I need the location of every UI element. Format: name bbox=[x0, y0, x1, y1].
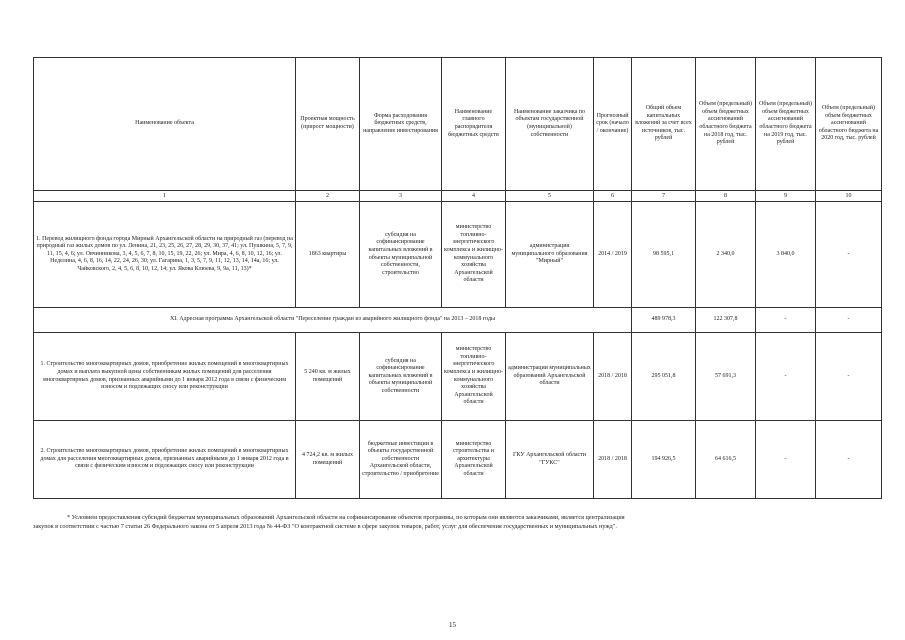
customer: ГКУ Архангельской области "ГУКС" bbox=[506, 421, 594, 499]
program-row bbox=[34, 308, 882, 333]
amount-2018: 2 340,0 bbox=[696, 202, 756, 308]
period: 2018 / 2018 bbox=[594, 421, 632, 499]
amount-2020: - bbox=[816, 333, 882, 421]
footnote bbox=[33, 513, 885, 531]
capacity: 4 724,2 кв. м жилых помещений bbox=[296, 421, 360, 499]
table-row bbox=[34, 333, 882, 421]
amount-2019: 3 840,0 bbox=[756, 202, 816, 308]
page-number: 15 bbox=[449, 621, 456, 629]
column-number: 3 bbox=[360, 191, 442, 202]
header-form: Форма расходования бюджетных средств, направление инвестирования bbox=[360, 58, 442, 191]
amount-2020: - bbox=[816, 202, 882, 308]
amount-2019: - bbox=[756, 421, 816, 499]
customer: администрации муниципальных образований Архангельской области bbox=[506, 333, 594, 421]
amount-2018: 122 307,8 bbox=[696, 308, 756, 333]
object-name: 1. Перевод жилищного фонда города Мирный Архангельской области на природный газ (перевод на природный газ жилых домов по ул. Ленина, 21, 23, 25, 26, 27, 28, 29, 30, 37, 41; ул. Пушкина, 5, 7, 9, 11, 15, 4, 6; ул. Овчинникова, 3, 4, 5, 6, 7, 8, 10, 15, 19, 22, 26; ул. Мира, 4, 6, 8, 10, 12, 16; ул. Неделина, 4, 6, 8, 16, 14, 22, 24, 26, 30; ул. Гагарина, 1, 3, 5, 7, 9, 11, 12, 13, 14, 14а, 16; ул. Чайковского, 2, 4, 5, 6, 8, 10, 12, 14; ул. Якова Клюева, 9, 9а, 11, 13)* bbox=[34, 202, 296, 308]
total-amount: 295 051,8 bbox=[632, 333, 696, 421]
customer: администрация муниципального образования "Мирный" bbox=[506, 202, 594, 308]
amount-2020: - bbox=[816, 421, 882, 499]
amount-2019: - bbox=[756, 308, 816, 333]
program-title: XI. Адресная программа Архангельской области "Переселение граждан из аварийного жилищного фонда" на 2013 – 2018 годы bbox=[34, 308, 632, 333]
table-row bbox=[34, 202, 882, 308]
period: 2018 / 2018 bbox=[594, 333, 632, 421]
header-2018: Объем (предельный) объем бюджетных ассигнований областного бюджета на 2018 год, тыс. рублей bbox=[696, 58, 756, 191]
header-2020: Объем (предельный) объем бюджетных ассигнований областного бюджета на 2020 год, тыс. рублей bbox=[816, 58, 882, 191]
column-number-row bbox=[34, 191, 882, 202]
budget-manager: министерство топливно-энергетического комплекса и жилищно-коммунального хозяйства Архангельской области bbox=[442, 202, 506, 308]
object-name: 1. Строительство многоквартирных домов, приобретение жилых помещений в многоквартирных домах и выплата выкупной цены собственникам жилых помещений для расселения многоквартирных домов, признанных аварийными до 1 января 2012 года в связи с физическим износом и подлежащих сносу или реконструкции bbox=[34, 333, 296, 421]
header-object-name: Наименование объекта bbox=[34, 58, 296, 191]
column-number: 8 bbox=[696, 191, 756, 202]
object-name: 2. Строительство многоквартирных домов, приобретение жилых помещений в многоквартирных домах для расселения многоквартирных домов, признанных аварийными до 1 января 2012 года в связи с физическим износом и подлежащих сносу или реконструкции bbox=[34, 421, 296, 499]
investment-table bbox=[33, 57, 882, 499]
amount-2018: 57 691,3 bbox=[696, 333, 756, 421]
capacity: 1863 квартиры bbox=[296, 202, 360, 308]
column-number: 9 bbox=[756, 191, 816, 202]
amount-2019: - bbox=[756, 333, 816, 421]
financing-form: субсидия на софинансирование капитальных вложений в объекты муниципальной собственности, строительство bbox=[360, 202, 442, 308]
column-number: 1 bbox=[34, 191, 296, 202]
footnote-line: закупок в соответствии с частью 7 статьи 26 Федерального закона от 5 апреля 2013 года № 44-ФЗ "О контрактной системе в сфере закупок товаров, работ, услуг для обеспечения государственных и муниципальных нужд". bbox=[33, 523, 617, 530]
total-amount: 194 926,5 bbox=[632, 421, 696, 499]
header-period: Прогнозный срок (начало / окончание) bbox=[594, 58, 632, 191]
header-capacity: Проектная мощность (прирост мощности) bbox=[296, 58, 360, 191]
column-number: 10 bbox=[816, 191, 882, 202]
column-number: 2 bbox=[296, 191, 360, 202]
total-amount: 489 978,3 bbox=[632, 308, 696, 333]
header-total: Общий объем капитальных вложений за счет всех источников, тыс. рублей bbox=[632, 58, 696, 191]
header-customer: Наименование заказчика по объектам государственной (муниципальной) собственности bbox=[506, 58, 594, 191]
header-2019: Объем (предельный) объем бюджетных ассигнований областного бюджета на 2019 год, тыс. рублей bbox=[756, 58, 816, 191]
budget-manager: министерство топливно-энергетического комплекса и жилищно-коммунального хозяйства Архангельской области bbox=[442, 333, 506, 421]
column-number: 4 bbox=[442, 191, 506, 202]
header-manager: Наименование главного распорядителя бюджетных средств bbox=[442, 58, 506, 191]
header-row bbox=[34, 58, 882, 191]
financing-form: бюджетные инвестиции в объекты государственной собственности Архангельской области, строительство / приобретение bbox=[360, 421, 442, 499]
amount-2020: - bbox=[816, 308, 882, 333]
capacity: 5 240 кв. м жилых помещений bbox=[296, 333, 360, 421]
amount-2018: 64 616,5 bbox=[696, 421, 756, 499]
budget-manager: министерство строительства и архитектуры Архангельской области bbox=[442, 421, 506, 499]
table-row bbox=[34, 421, 882, 499]
financing-form: субсидия на софинансирование капитальных вложений в объекты муниципальной собственности bbox=[360, 333, 442, 421]
total-amount: 98 595,1 bbox=[632, 202, 696, 308]
column-number: 6 bbox=[594, 191, 632, 202]
footnote-line: * Условием предоставления субсидий бюджетам муниципальных образований Архангельской области на софинансирование объектов программы, по которым они являются заказчиками, является централизация bbox=[67, 514, 625, 521]
period: 2014 / 2019 bbox=[594, 202, 632, 308]
column-number: 5 bbox=[506, 191, 594, 202]
column-number: 7 bbox=[632, 191, 696, 202]
